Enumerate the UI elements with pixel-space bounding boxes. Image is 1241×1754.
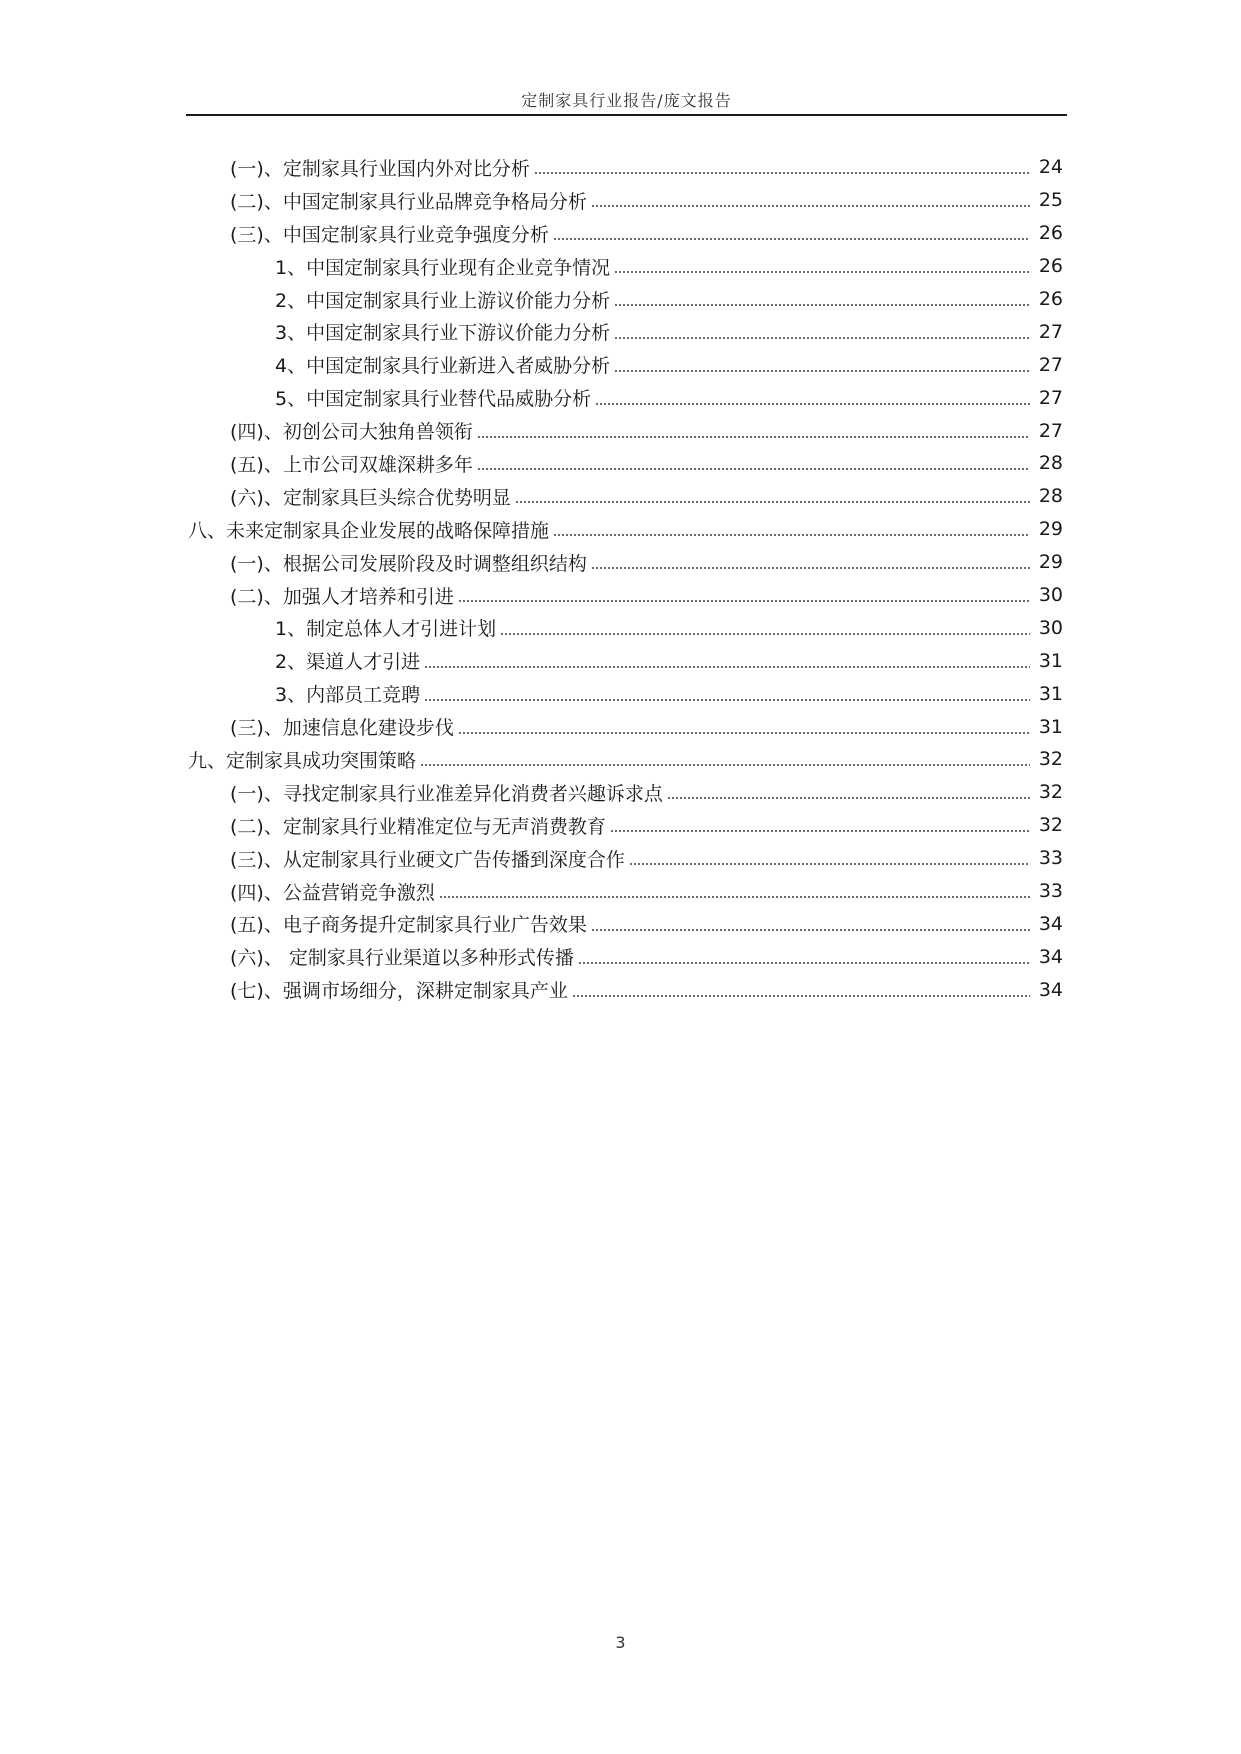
toc-entry-title: 5、中国定制家具行业替代品威胁分析 xyxy=(275,388,592,411)
toc-entry-page: 34 xyxy=(1038,912,1063,935)
toc-entry[interactable] xyxy=(0,973,1241,1006)
toc-entry-page: 26 xyxy=(1038,222,1063,245)
toc-entry-title: (四)、公益营销竞争激烈 xyxy=(230,881,435,904)
toc-dot-leader xyxy=(458,732,1030,734)
toc-dot-leader xyxy=(439,896,1030,898)
toc-entry-title: (六)、定制家具巨头综合优势明显 xyxy=(230,486,511,509)
toc-entry-page: 27 xyxy=(1038,419,1063,442)
toc-entry[interactable] xyxy=(0,940,1241,973)
toc-entry-title: (三)、中国定制家具行业竞争强度分析 xyxy=(230,223,549,246)
toc-entry-page: 26 xyxy=(1038,288,1063,310)
toc-dot-leader xyxy=(667,797,1030,799)
toc-dot-leader xyxy=(595,403,1030,405)
toc-entry-title: 八、未来定制家具企业发展的战略保障措施 xyxy=(188,519,550,542)
toc-dot-leader xyxy=(614,370,1030,372)
toc-entry-page: 24 xyxy=(1038,156,1063,179)
toc-dot-leader xyxy=(610,830,1030,832)
toc-entry[interactable] xyxy=(0,611,1241,644)
toc-dot-leader xyxy=(629,863,1030,865)
toc-dot-leader xyxy=(614,337,1030,339)
toc-dot-leader xyxy=(553,534,1030,536)
toc-entry[interactable] xyxy=(0,283,1241,316)
toc-entry-page: 30 xyxy=(1038,584,1063,607)
toc-entry-title: (五)、上市公司双雄深耕多年 xyxy=(230,453,473,476)
toc-entry-title: 2、中国定制家具行业上游议价能力分析 xyxy=(275,289,611,312)
toc-entry-title: (一)、定制家具行业国内外对比分析 xyxy=(230,157,530,180)
toc-entry-title: 1、中国定制家具行业现有企业竞争情况 xyxy=(275,256,611,279)
toc-entry[interactable] xyxy=(0,579,1241,612)
toc-dot-leader xyxy=(591,205,1030,207)
toc-entry[interactable] xyxy=(0,546,1241,579)
toc-entry-title: (六)、 定制家具行业渠道以多种形式传播 xyxy=(230,947,574,970)
toc-dot-leader xyxy=(534,172,1030,174)
toc-entry[interactable] xyxy=(0,184,1241,217)
toc-entry[interactable] xyxy=(0,414,1241,447)
toc-entry[interactable] xyxy=(0,842,1241,875)
toc-dot-leader xyxy=(591,929,1030,931)
toc-entry-page: 28 xyxy=(1038,452,1063,475)
toc-entry-page: 27 xyxy=(1038,386,1063,409)
toc-entry-title: (一)、根据公司发展阶段及时调整组织结构 xyxy=(230,552,587,575)
toc-entry[interactable] xyxy=(0,710,1241,743)
toc-entry[interactable] xyxy=(0,250,1241,283)
toc-entry[interactable] xyxy=(0,677,1241,710)
toc-entry[interactable] xyxy=(0,480,1241,513)
toc-entry-title: (二)、中国定制家具行业品牌竞争格局分析 xyxy=(230,190,587,213)
toc-entry-title: 1、制定总体人才引进计划 xyxy=(275,618,497,641)
toc-entry[interactable] xyxy=(0,151,1241,184)
toc-entry-page: 27 xyxy=(1038,353,1063,376)
toc-dot-leader xyxy=(614,271,1030,273)
toc-entry-page: 32 xyxy=(1038,814,1063,837)
toc-entry-page: 34 xyxy=(1038,945,1063,968)
running-header-title: 定制家具行业报告/庞文报告 xyxy=(521,91,732,110)
toc-entry-page: 33 xyxy=(1038,847,1063,870)
toc-entry-title: (四)、初创公司大独角兽领衔 xyxy=(230,421,473,444)
toc-entry-page: 30 xyxy=(1038,616,1063,639)
toc-entry[interactable] xyxy=(0,381,1241,414)
toc-entry[interactable] xyxy=(0,809,1241,842)
header-rule xyxy=(186,114,1067,116)
toc-entry-title: (三)、加速信息化建设步伐 xyxy=(230,717,454,740)
toc-dot-leader xyxy=(458,600,1030,602)
toc-dot-leader xyxy=(424,666,1030,668)
toc-entry-page: 29 xyxy=(1038,551,1063,574)
toc-entry-title: 3、内部员工竞聘 xyxy=(275,684,421,707)
toc-entry-title: 3、中国定制家具行业下游议价能力分析 xyxy=(275,322,611,345)
toc-entry[interactable] xyxy=(0,875,1241,908)
toc-entry[interactable] xyxy=(0,907,1241,940)
toc-entry-page: 34 xyxy=(1038,978,1063,1001)
toc-dot-leader xyxy=(500,633,1030,635)
toc-entry[interactable] xyxy=(0,513,1241,546)
toc-entry[interactable] xyxy=(0,447,1241,480)
toc-entry-page: 27 xyxy=(1038,320,1063,343)
toc-dot-leader xyxy=(477,468,1030,470)
toc-entry-page: 28 xyxy=(1038,485,1063,508)
toc-dot-leader xyxy=(572,995,1030,997)
toc-entry-title: (三)、从定制家具行业硬文广告传播到深度合作 xyxy=(230,848,625,871)
toc-entry-page: 31 xyxy=(1038,682,1063,705)
toc-entry-page: 32 xyxy=(1038,748,1063,771)
toc-dot-leader xyxy=(420,764,1030,766)
toc-entry-title: 4、中国定制家具行业新进入者威胁分析 xyxy=(275,355,611,378)
toc-dot-leader xyxy=(553,238,1030,240)
toc-entry[interactable] xyxy=(0,644,1241,677)
toc-entry-title: (一)、寻找定制家具行业准差异化消费者兴趣诉求点 xyxy=(230,782,663,805)
toc-entry[interactable] xyxy=(0,776,1241,809)
toc-entry-title: 2、渠道人才引进 xyxy=(275,651,421,674)
toc-dot-leader xyxy=(578,962,1030,964)
toc-entry-title: (七)、强调市场细分，深耕定制家具产业 xyxy=(230,980,568,1003)
toc-entry[interactable] xyxy=(0,743,1241,776)
toc-dot-leader xyxy=(614,304,1030,306)
toc-entry-page: 26 xyxy=(1038,255,1063,278)
toc-entry-title: (二)、加强人才培养和引进 xyxy=(230,585,454,608)
toc-entry-page: 31 xyxy=(1038,649,1063,672)
toc-dot-leader xyxy=(515,501,1030,503)
table-of-contents xyxy=(0,151,1241,1006)
toc-dot-leader xyxy=(591,567,1030,569)
toc-dot-leader xyxy=(477,436,1030,438)
toc-entry-page: 33 xyxy=(1038,880,1063,903)
toc-entry[interactable] xyxy=(0,217,1241,250)
toc-entry-page: 31 xyxy=(1038,715,1063,738)
toc-entry-page: 29 xyxy=(1038,518,1063,541)
toc-dot-leader xyxy=(424,699,1030,701)
toc-entry-page: 32 xyxy=(1038,781,1063,804)
toc-entry-title: (二)、定制家具行业精准定位与无声消费教育 xyxy=(230,815,606,838)
toc-entry-title: 九、定制家具成功突围策略 xyxy=(188,749,417,772)
toc-entry-title: (五)、电子商务提升定制家具行业广告效果 xyxy=(230,914,587,937)
page-number: 3 xyxy=(615,1633,626,1652)
toc-entry[interactable] xyxy=(0,315,1241,348)
toc-entry-page: 25 xyxy=(1038,189,1063,212)
toc-entry[interactable] xyxy=(0,348,1241,381)
